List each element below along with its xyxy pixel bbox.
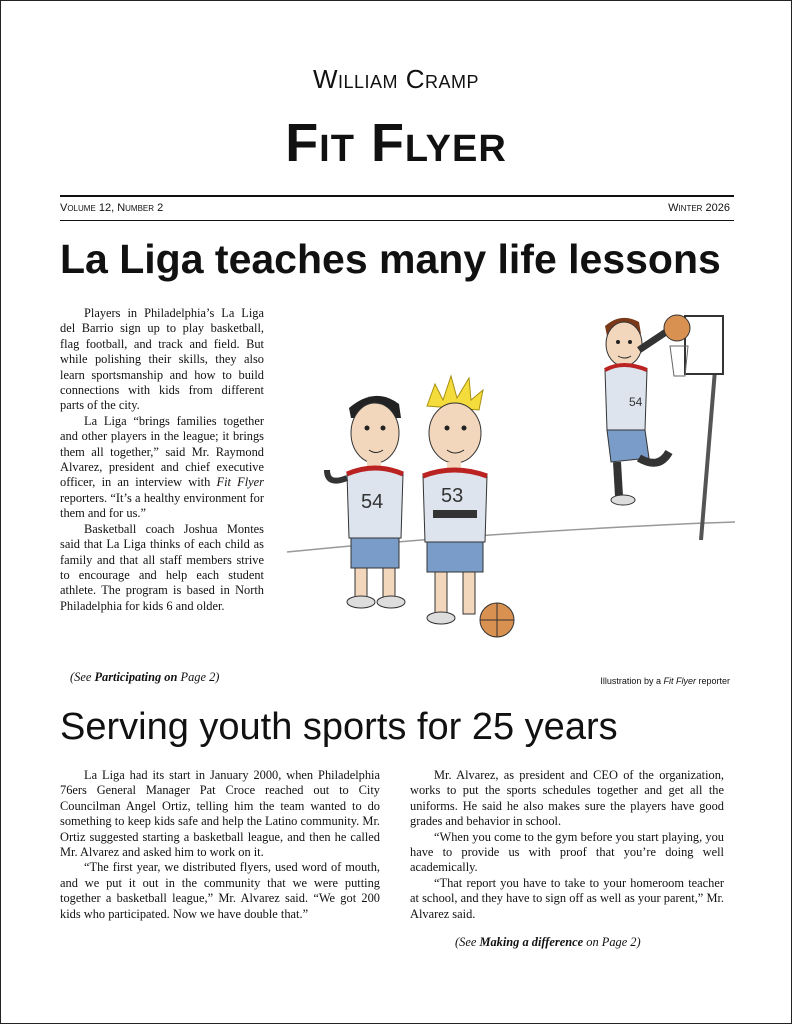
story1-jump-line xyxy=(70,670,219,685)
jump-section: Making a difference xyxy=(479,935,584,949)
story1-quote: La Liga “brings families together and other players in the league; it brings them all together,” xyxy=(60,413,264,459)
story1-paragraph xyxy=(60,414,264,522)
story1-paragraph: Players in Philadelphia’s La Liga del Barrio sign up to play basketball, flag football, and track and field. But while polishing their skills, they also learn sportsmanship and how to build connections with kids from different parts of the city. xyxy=(60,306,264,413)
story1-text: reporters. “It’s a healthy environment for them and for us.” xyxy=(60,490,264,521)
story1-headline: La Liga teaches many life lessons xyxy=(60,236,721,282)
jump-section: Participating on xyxy=(94,670,178,684)
jump-prefix: (See xyxy=(455,935,477,949)
story2-paragraph: Mr. Alvarez, as president and CEO of the organization, works to put the sports schedules together and get all the uniforms. He said he also makes sure the players have good grades and behavior in school. xyxy=(410,768,724,829)
school-name: William Cramp xyxy=(312,64,480,94)
story2-jump-line xyxy=(455,935,641,950)
jump-prefix: (See xyxy=(70,670,92,684)
player-left xyxy=(327,396,405,608)
story1-body xyxy=(60,306,264,614)
story1-paragraph: Basketball coach Joshua Montes said that La Liga thinks of each child as family and that all staff members strive to encourage and help each student athlete. The program is based in North Philadelphia for kids 6 and older. xyxy=(60,521,264,613)
story2-headline: Serving youth sports for 25 years xyxy=(60,706,618,748)
basketball-illustration xyxy=(287,290,735,662)
volume-number: Volume 12, Number 2 xyxy=(60,202,164,214)
jersey-number: 53 xyxy=(441,485,464,507)
credit-publication: Fit Flyer xyxy=(663,676,696,686)
player-middle xyxy=(423,376,514,637)
masthead-rule-bottom xyxy=(60,220,734,221)
publication-name: Fit Flyer xyxy=(216,475,264,490)
player-dunking xyxy=(605,315,690,505)
story2-column-left xyxy=(60,768,380,922)
newsletter-title: Fit Flyer xyxy=(285,113,507,173)
jersey-number: 54 xyxy=(361,491,384,513)
issue-season: Winter 2026 xyxy=(668,202,730,214)
story2-paragraph: La Liga had its start in January 2000, when Philadelphia 76ers General Manager Pat Croce reached out to City Councilman Angel Ortiz, telling him the team wanted to do something to keep kids safe and help the Latino community. Mr. Ortiz suggested starting a basketball league, and then he called Mr. Alvarez and asked him to work on it. xyxy=(60,768,380,860)
masthead-rule-top xyxy=(60,195,734,197)
story2-paragraph: “That report you have to take to your homeroom teacher at school, and they have to sign off as well as your parent,” Mr. Alvarez said. xyxy=(410,875,724,921)
illustration-credit xyxy=(600,676,730,686)
story2-column-right xyxy=(410,768,724,922)
jersey-number: 54 xyxy=(629,395,643,409)
story1-text: said Mr. Raymond Alvarez, president and chief executive officer, in an interview with xyxy=(60,444,264,490)
credit-prefix: Illustration by a xyxy=(600,676,661,686)
credit-suffix: reporter xyxy=(698,676,730,686)
jump-page: on Page 2) xyxy=(586,935,641,949)
jump-page: Page 2) xyxy=(180,670,220,684)
story2-paragraph: “When you come to the gym before you start playing, you have to provide us with proof that you’re doing well academically. xyxy=(410,829,724,875)
story2-paragraph: “The first year, we distributed flyers, used word of mouth, and we put it out in the community that we were putting together a basketball league,” Mr. Alvarez said. “We got 200 kids who participated. Now we have double that.” xyxy=(60,860,380,921)
